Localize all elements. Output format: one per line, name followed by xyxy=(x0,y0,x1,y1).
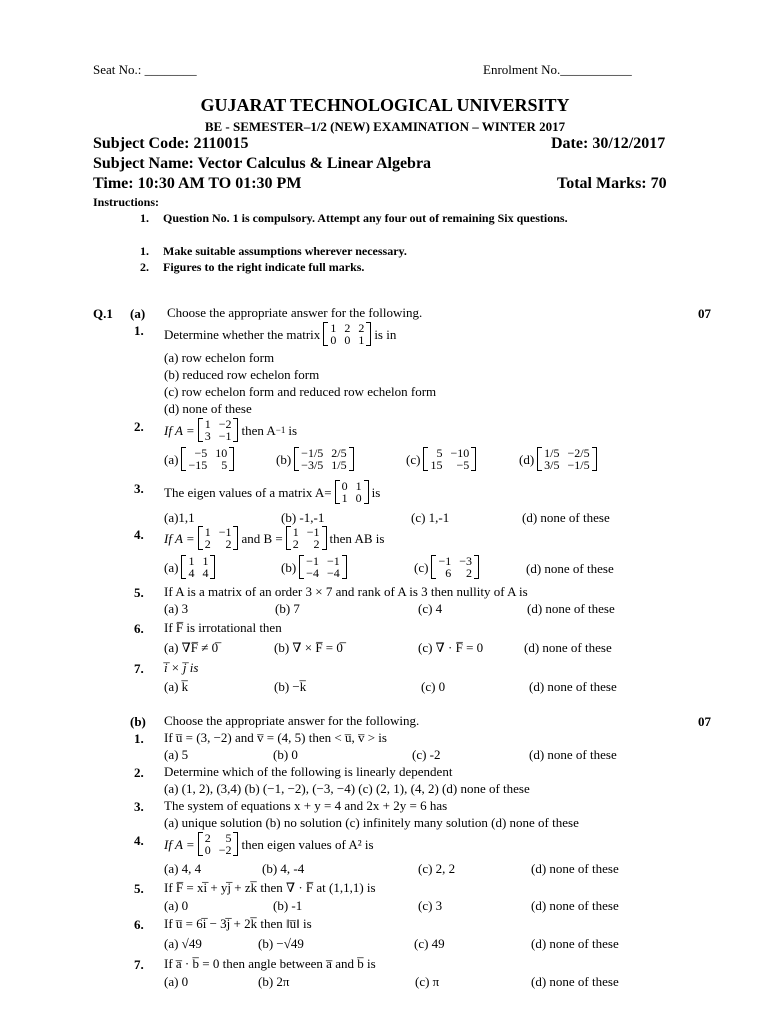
option: (d) none of these xyxy=(531,936,619,951)
option: (a)1,1 xyxy=(164,510,195,525)
option: (b) −k̅ xyxy=(274,679,307,694)
option: (d) none of these xyxy=(527,601,615,616)
item-number: 4. xyxy=(134,833,144,848)
question-text: If u̅ = (3, −2) and v̅ = (4, 5) then < u̅, v̅ > is xyxy=(164,730,387,745)
option: (a) −5 10 −15 5 xyxy=(164,447,237,471)
option: (b) 2π xyxy=(258,974,290,989)
question-line xyxy=(164,322,396,346)
matrix: 2 5 0 −2 xyxy=(198,832,239,856)
option: (d) none of these xyxy=(524,640,612,655)
instruction-num: 1. xyxy=(140,244,149,258)
item-number: 6. xyxy=(134,621,144,636)
question-text: Determine which of the following is linearly dependent xyxy=(164,764,453,779)
option: (d) 1/5 −2/5 3/5 −1/5 xyxy=(519,447,600,471)
question-text: i̅ × j̅ is xyxy=(164,660,199,675)
option: (d) none of these xyxy=(164,401,252,416)
option: (a) 0 xyxy=(164,898,189,913)
question-text: If u̅ = 6i̅ − 3j̅ + 2k̅ then ‖u̅‖ is xyxy=(164,916,312,931)
question-line: If A = 2 5 0 −2 then eigen values of A² is xyxy=(164,831,374,857)
item-number: 2. xyxy=(134,765,144,780)
option: (d) none of these xyxy=(526,561,614,576)
item-number: 1. xyxy=(134,731,144,746)
option: (a) ∇F̅ ≠ 0̅ xyxy=(164,640,219,655)
instruction-text: Figures to the right indicate full marks. xyxy=(163,260,365,274)
option: (d) none of these xyxy=(522,510,610,525)
option: (c) 49 xyxy=(414,936,445,951)
question-tail: is in xyxy=(374,326,397,342)
option: (d) none of these xyxy=(529,747,617,762)
matrix: 1 −2 3 −1 xyxy=(198,418,239,442)
option: (b) -1,-1 xyxy=(281,510,325,525)
question-line: The eigen values of a matrix A= 0 1 1 0 is xyxy=(164,479,381,505)
university-title: GUJARAT TECHNOLOGICAL UNIVERSITY xyxy=(200,95,570,115)
question-text: If A is a matrix of an order 3 × 7 and rank of A is 3 then nullity of A is xyxy=(164,584,528,599)
exam-title: BE - SEMESTER–1/2 (NEW) EXAMINATION – WINTER 2017 xyxy=(204,119,566,134)
option-line: (a) unique solution (b) no solution (c) infinitely many solution (d) none of these xyxy=(164,815,579,830)
instructions-title: Instructions: xyxy=(93,195,160,209)
item-number: 3. xyxy=(134,481,144,496)
exam-time: Time: 10:30 AM TO 01:30 PM xyxy=(93,175,302,192)
enrolment-no: Enrolment No.___________ xyxy=(483,62,632,77)
option: (a) 4, 4 xyxy=(164,861,202,876)
option: (d) none of these xyxy=(531,898,619,913)
seat-no: Seat No.: ________ xyxy=(93,62,197,77)
option: (c) 4 xyxy=(418,601,443,616)
option-line: (a) (1, 2), (3,4) (b) (−1, −2), (−3, −4) (c) (2, 1), (4, 2) (d) none of these xyxy=(164,781,530,796)
question-text: If F̅ = xi̅ + yj̅ + zk̅ then ∇ · F̅ at (1,1,1) is xyxy=(164,880,376,895)
subject-name: Subject Name: Vector Calculus & Linear Algebra xyxy=(93,155,432,172)
matrix: −1 −1 −4 −4 xyxy=(299,555,347,579)
question-text: Determine whether the matrix xyxy=(164,326,321,342)
matrix: 1 2 2 0 0 1 xyxy=(323,322,371,346)
question-line: If A = 1 −2 3 −1 then A −1 is xyxy=(164,417,298,443)
question-text: If F̅ is irrotational then xyxy=(164,620,282,635)
option: (b) −1/5 2/5 −3/5 1/5 xyxy=(276,447,357,471)
question-number: Q.1 xyxy=(93,306,113,321)
part-label: (a) xyxy=(130,306,146,321)
matrix: −5 10 −15 5 xyxy=(181,447,234,471)
option: (a) √49 xyxy=(164,936,202,951)
part-marks: 07 xyxy=(698,306,711,321)
option: (b) −1 −1 −4 −4 xyxy=(281,555,350,579)
option: (c) ∇ · F̅ = 0 xyxy=(418,640,484,655)
subject-code: Subject Code: 2110015 xyxy=(93,135,249,152)
part-marks: 07 xyxy=(698,714,711,729)
instruction-text: Question No. 1 is compulsory. Attempt any four out of remaining Six questions. xyxy=(163,211,568,225)
option: (b) 7 xyxy=(275,601,300,616)
option: (a) 1 1 4 4 xyxy=(164,555,218,579)
option: (b) -1 xyxy=(273,898,303,913)
item-number: 4. xyxy=(134,527,144,542)
option: (a) row echelon form xyxy=(164,350,275,365)
option: (b) −√49 xyxy=(258,936,304,951)
option: (c) 5 −10 15 −5 xyxy=(406,447,479,471)
option: (c) 3 xyxy=(418,898,443,913)
item-number: 1. xyxy=(134,323,144,338)
matrix: 1/5 −2/5 3/5 −1/5 xyxy=(537,447,596,471)
item-number: 5. xyxy=(134,881,144,896)
matrix: −1 −3 6 2 xyxy=(431,555,479,579)
option: (d) none of these xyxy=(531,861,619,876)
option: (b) 4, -4 xyxy=(262,861,305,876)
matrix: −1/5 2/5 −3/5 1/5 xyxy=(294,447,353,471)
option: (a) 5 xyxy=(164,747,189,762)
item-number: 2. xyxy=(134,419,144,434)
option: (c) 2, 2 xyxy=(418,861,456,876)
matrix: 1 1 4 4 xyxy=(181,555,215,579)
option: (b) ∇ × F̅ = 0̅ xyxy=(274,640,343,655)
matrix: 1 −1 2 2 xyxy=(198,526,239,550)
question-text: If a̅ · b̅ = 0 then angle between a̅ and b̅ is xyxy=(164,956,376,971)
option: (c) 1,-1 xyxy=(411,510,450,525)
instruction-num: 2. xyxy=(140,260,149,274)
matrix: 1 −1 2 2 xyxy=(286,526,327,550)
option: (b) 0 xyxy=(273,747,298,762)
matrix: 0 1 1 0 xyxy=(335,480,369,504)
option: (d) none of these xyxy=(531,974,619,989)
item-number: 3. xyxy=(134,799,144,814)
option: (a) 3 xyxy=(164,601,189,616)
option: (d) none of these xyxy=(529,679,617,694)
option: (c) 0 xyxy=(421,679,446,694)
matrix: 5 −10 15 −5 xyxy=(423,447,476,471)
question-text: The system of equations x + y = 4 and 2x + 2y = 6 has xyxy=(164,798,448,813)
item-number: 6. xyxy=(134,917,144,932)
total-marks: Total Marks: 70 xyxy=(557,175,667,192)
part-heading: Choose the appropriate answer for the following. xyxy=(164,713,420,728)
option: (c) -2 xyxy=(412,747,441,762)
option: (b) reduced row echelon form xyxy=(164,367,320,382)
instruction-text: Make suitable assumptions wherever necessary. xyxy=(163,244,407,258)
instruction-num: 1. xyxy=(140,211,149,225)
part-label: (b) xyxy=(130,714,146,729)
item-number: 5. xyxy=(134,585,144,600)
option: (c) π xyxy=(415,974,440,989)
exam-date: Date: 30/12/2017 xyxy=(551,135,666,152)
option: (c) row echelon form and reduced row echelon form xyxy=(164,384,437,399)
option: (a) k̅ xyxy=(164,679,189,694)
option: (c) −1 −3 6 2 xyxy=(414,555,482,579)
part-heading: Choose the appropriate answer for the following. xyxy=(167,305,423,320)
question-line: If A = 1 −1 2 2 and B = 1 −1 2 2 then AB is xyxy=(164,525,385,551)
item-number: 7. xyxy=(134,957,144,972)
item-number: 7. xyxy=(134,661,144,676)
option: (a) 0 xyxy=(164,974,189,989)
